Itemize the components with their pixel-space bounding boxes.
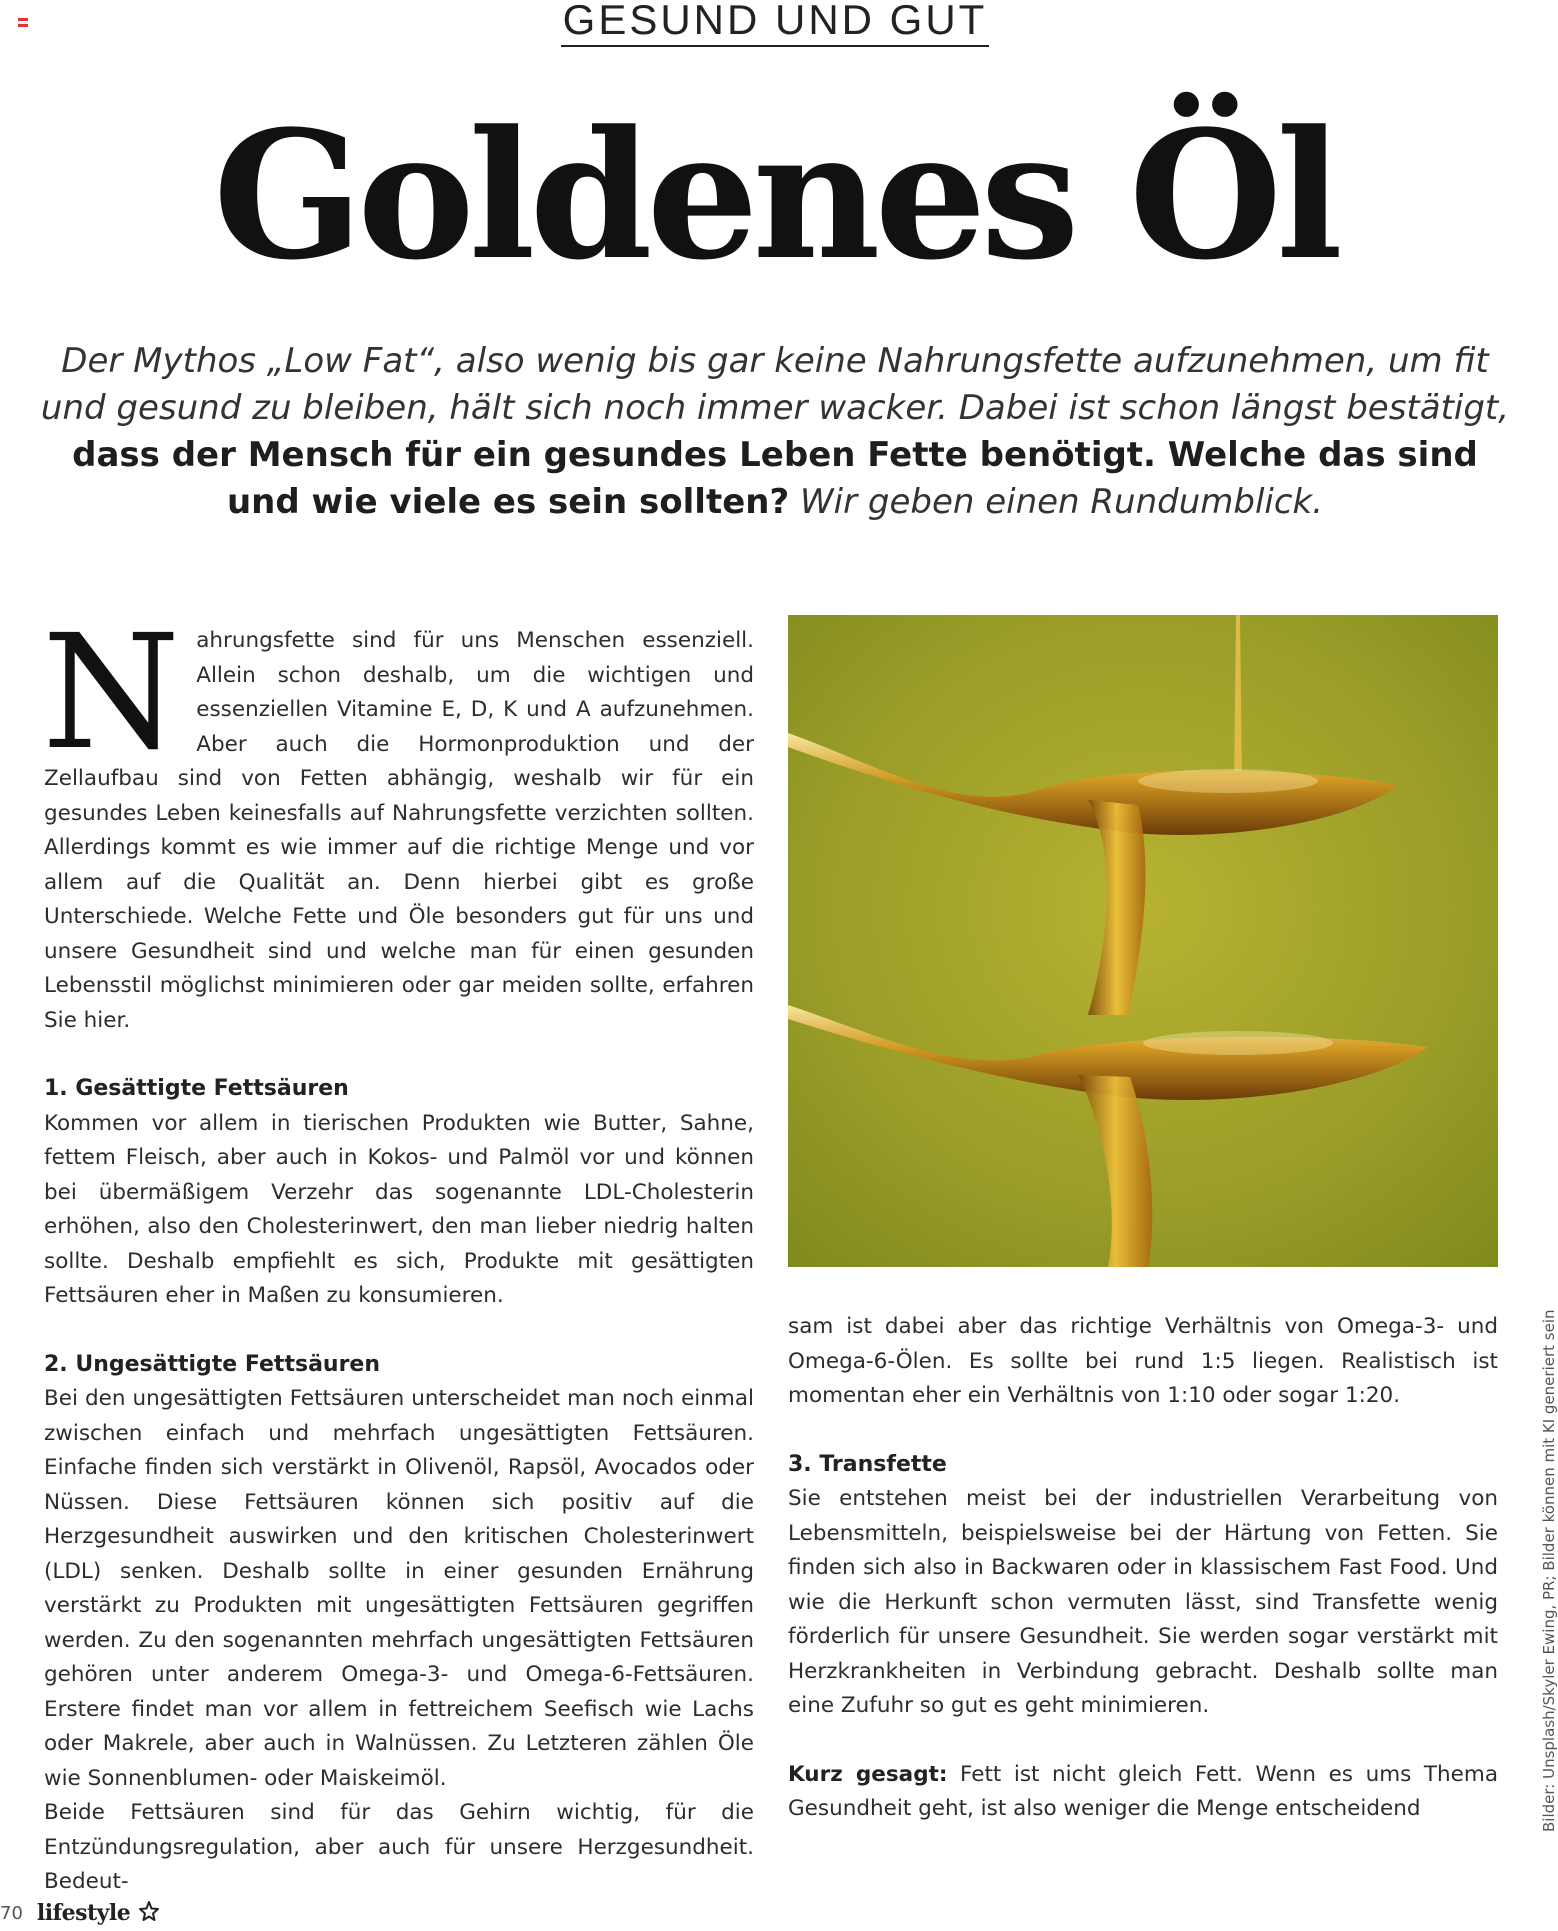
paragraph-transfats: Sie entstehen meist bei der industriellen Verarbeitung von Lebensmitteln, beispielsweise bei der Härtung von Fetten. Sie finden sich also in Backwaren oder in klassischem Fast Food. Und wie die Herkunft schon vermuten lässt, sind Transfette wenig förderlich für unsere Gesundheit. Sie werden sogar verstärkt mit Herzkrankheiten in Verbindung gebracht. Deshalb sollte man eine Zufuhr so gut es geht minimieren.	[788, 1486, 1498, 1718]
heading-unsaturated: 2. Ungesättigte Fettsäuren	[44, 1351, 381, 1377]
right-column	[788, 1310, 1498, 1827]
summary-paragraph: Kurz gesagt: Fett ist nicht gleich Fett. Wenn es ums Thema Gesundheit geht, ist also weniger die Menge entscheidend	[788, 1761, 1499, 1821]
section-label: GESUND UND GUT	[0, 0, 1550, 44]
page-footer	[0, 1898, 160, 1928]
page-title: Goldenes Öl	[212, 92, 1338, 299]
heading-transfats: 3. Transfette	[788, 1451, 947, 1477]
star-outline-icon	[138, 1900, 160, 1926]
page-number: 70	[0, 1902, 23, 1924]
paragraph-unsaturated-2: Beide Fettsäuren sind für das Gehirn wichtig, für die Entzündungsregulation, aber auch für unsere Herzgesundheit. Bedeut-	[44, 1800, 754, 1894]
paragraph-unsaturated: Bei den ungesättigten Fettsäuren unterscheidet man noch einmal zwischen einfach und mehrfach ungesättigten Fettsäuren. Einfache finden sich verstärkt in Olivenöl, Rapsöl, Avocados oder Nüssen. Diese Fettsäuren können sich positiv auf die Herzgesundheit auswirken und den kritischen Cholesterinwert (LDL) senken. Deshalb sollte in einer gesunden Ernährung verstärkt zu Produkten mit ungesättigten Fettsäuren gegriffen werden. Zu den sogenannten mehrfach ungesättigten Fettsäuren gehören unter anderem Omega-3- und Omega-6-Fettsäuren. Erstere findet man vor allem in fettreichem Seefisch wie Lachs oder Makrele, aber auch in Walnüssen. Zu Letzteren zählen Öle wie Sonnenblumen- oder Maiskeimöl.	[44, 1386, 754, 1791]
lead-paragraph: Der Mythos „Low Fat“, also wenig bis gar keine Nahrungsfette aufzunehmen, um fit und gesund zu bleiben, hält sich noch immer wacker. Dabei ist schon längst bestätigt, dass der Mensch für ein gesundes Leben Fette benötigt. Welche das sind und wie viele es sein sollten? Wir geben einen Rundumblick.	[40, 341, 1510, 522]
intro-paragraph: Nahrungsfette sind für uns Menschen essenziell. Allein schon deshalb, um die wichtigen und essenziellen Vitamine E, D, K und A aufzunehmen. Aber auch die Hormonproduktion und der Zellaufbau sind von Fetten abhängig, weshalb wir für ein gesundes Leben keinesfalls auf Nahrungsfette verzichten sollten. Allerdings kommt es wie immer auf die richtige Menge und vor allem auf die Qualität an. Denn hierbei gibt es große Unterschiede. Welche Fette und Öle besonders gut für uns und unsere Gesundheit sind und welche man für einen gesunden Lebensstil möglichst minimieren oder gar meiden sollte, erfahren Sie hier.	[42, 601, 754, 1033]
paragraph-saturated: Kommen vor allem in tierischen Produkten wie Butter, Sahne, fettem Fleisch, aber auch in Kokos- und Palmöl vor und können bei übermäßigem Verzehr das sogenannte LDL-Cholesterin erhöhen, also den Cholesterinwert, den man lieber niedrig halten sollte. Deshalb empfiehlt es sich, Produkte mit gesättigten Fettsäuren eher in Maßen zu konsumieren.	[44, 1110, 754, 1308]
heading-saturated: 1. Gesättigte Fettsäuren	[44, 1076, 349, 1101]
magazine-name: lifestyle	[36, 1900, 131, 1926]
olive-oil-photo	[788, 615, 1498, 1267]
left-column	[42, 601, 754, 1900]
paragraph-unsaturated-continued: sam ist dabei aber das richtige Verhältnis von Omega-3- und Omega-6-Ölen. Es sollte bei rund 1:5 liegen. Realistisch ist momentan eher ein Verhältnis von 1:10 oder sogar 1:20.	[788, 1314, 1498, 1408]
image-credit: Bilder: Unsplash/Skyler Ewing, PR; Bilder können mit KI generiert sein	[1540, 1309, 1558, 1832]
drop-cap: N	[42, 601, 181, 785]
